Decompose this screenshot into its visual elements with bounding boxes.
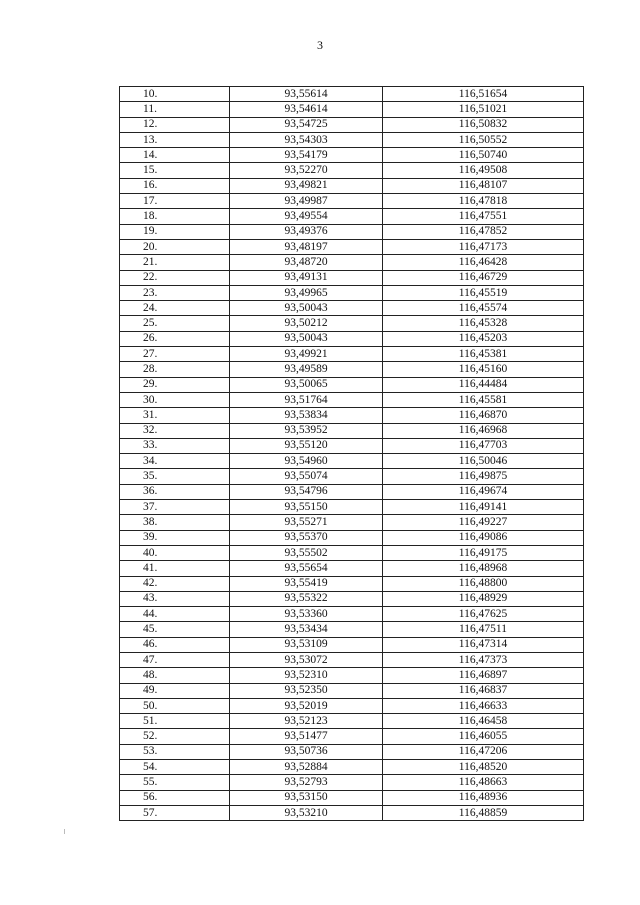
coordinate-x-cell: 93,55271 bbox=[230, 515, 383, 530]
coordinate-y-cell: 116,48968 bbox=[383, 561, 584, 576]
table-row bbox=[120, 117, 584, 132]
coordinate-x-cell: 93,49131 bbox=[230, 270, 383, 285]
coordinate-y-cell: 116,45203 bbox=[383, 331, 584, 346]
coordinate-y-cell: 116,49175 bbox=[383, 545, 584, 560]
table-row bbox=[120, 515, 584, 530]
coordinate-x-cell: 93,52310 bbox=[230, 668, 383, 683]
coordinate-x-cell: 93,48720 bbox=[230, 255, 383, 270]
table-row bbox=[120, 239, 584, 254]
table-row bbox=[120, 668, 584, 683]
coordinate-x-cell: 93,54179 bbox=[230, 148, 383, 163]
coordinate-x-cell: 93,53210 bbox=[230, 805, 383, 820]
coordinate-y-cell: 116,49508 bbox=[383, 163, 584, 178]
table-row bbox=[120, 438, 584, 453]
coordinate-y-cell: 116,47625 bbox=[383, 607, 584, 622]
coordinate-x-cell: 93,50736 bbox=[230, 744, 383, 759]
table-row bbox=[120, 576, 584, 591]
margin-mark bbox=[64, 829, 65, 834]
table-row bbox=[120, 561, 584, 576]
point-number-cell: 24. bbox=[120, 301, 230, 316]
coordinate-x-cell: 93,53150 bbox=[230, 790, 383, 805]
point-number-cell: 57. bbox=[120, 805, 230, 820]
coordinate-y-cell: 116,46633 bbox=[383, 698, 584, 713]
coordinate-y-cell: 116,45328 bbox=[383, 316, 584, 331]
table-row bbox=[120, 194, 584, 209]
table-row bbox=[120, 454, 584, 469]
coordinate-y-cell: 116,45574 bbox=[383, 301, 584, 316]
point-number-cell: 47. bbox=[120, 652, 230, 667]
coordinate-y-cell: 116,45581 bbox=[383, 392, 584, 407]
coordinate-x-cell: 93,52350 bbox=[230, 683, 383, 698]
coordinate-y-cell: 116,47373 bbox=[383, 652, 584, 667]
point-number-cell: 41. bbox=[120, 561, 230, 576]
coordinate-y-cell: 116,46897 bbox=[383, 668, 584, 683]
coordinate-y-cell: 116,49674 bbox=[383, 484, 584, 499]
point-number-cell: 26. bbox=[120, 331, 230, 346]
coordinate-y-cell: 116,48859 bbox=[383, 805, 584, 820]
coordinate-x-cell: 93,49589 bbox=[230, 362, 383, 377]
point-number-cell: 50. bbox=[120, 698, 230, 713]
coordinate-y-cell: 116,47818 bbox=[383, 194, 584, 209]
table-row bbox=[120, 591, 584, 606]
table-row bbox=[120, 760, 584, 775]
point-number-cell: 11. bbox=[120, 102, 230, 117]
coordinate-x-cell: 93,52270 bbox=[230, 163, 383, 178]
coordinate-y-cell: 116,47173 bbox=[383, 239, 584, 254]
coordinate-y-cell: 116,49141 bbox=[383, 500, 584, 515]
table-row bbox=[120, 423, 584, 438]
coordinate-y-cell: 116,47551 bbox=[383, 209, 584, 224]
coordinate-y-cell: 116,47852 bbox=[383, 224, 584, 239]
table-row bbox=[120, 698, 584, 713]
coordinate-x-cell: 93,50212 bbox=[230, 316, 383, 331]
coordinate-x-cell: 93,55150 bbox=[230, 500, 383, 515]
table-row bbox=[120, 255, 584, 270]
coordinate-x-cell: 93,53952 bbox=[230, 423, 383, 438]
point-number-cell: 32. bbox=[120, 423, 230, 438]
coordinates-table bbox=[119, 86, 584, 821]
coordinate-y-cell: 116,46837 bbox=[383, 683, 584, 698]
coordinate-y-cell: 116,50832 bbox=[383, 117, 584, 132]
page-number: 3 bbox=[317, 38, 323, 52]
table-row bbox=[120, 377, 584, 392]
coordinate-y-cell: 116,48800 bbox=[383, 576, 584, 591]
point-number-cell: 34. bbox=[120, 454, 230, 469]
coordinate-x-cell: 93,55502 bbox=[230, 545, 383, 560]
table-row bbox=[120, 744, 584, 759]
coordinate-x-cell: 93,48197 bbox=[230, 239, 383, 254]
point-number-cell: 33. bbox=[120, 438, 230, 453]
table-row bbox=[120, 637, 584, 652]
table-row bbox=[120, 148, 584, 163]
coordinate-y-cell: 116,44484 bbox=[383, 377, 584, 392]
point-number-cell: 14. bbox=[120, 148, 230, 163]
table-row bbox=[120, 652, 584, 667]
coordinate-x-cell: 93,52884 bbox=[230, 760, 383, 775]
point-number-cell: 30. bbox=[120, 392, 230, 407]
point-number-cell: 44. bbox=[120, 607, 230, 622]
table-row bbox=[120, 683, 584, 698]
coordinate-x-cell: 93,52019 bbox=[230, 698, 383, 713]
table-row bbox=[120, 163, 584, 178]
point-number-cell: 45. bbox=[120, 622, 230, 637]
coordinate-x-cell: 93,55074 bbox=[230, 469, 383, 484]
coordinate-y-cell: 116,48520 bbox=[383, 760, 584, 775]
point-number-cell: 17. bbox=[120, 194, 230, 209]
coordinate-x-cell: 93,54725 bbox=[230, 117, 383, 132]
table-row bbox=[120, 545, 584, 560]
coordinates-table-body bbox=[120, 87, 584, 821]
table-row bbox=[120, 530, 584, 545]
coordinate-x-cell: 93,53072 bbox=[230, 652, 383, 667]
coordinate-x-cell: 93,55419 bbox=[230, 576, 383, 591]
coordinate-x-cell: 93,55120 bbox=[230, 438, 383, 453]
coordinate-y-cell: 116,48929 bbox=[383, 591, 584, 606]
table-row bbox=[120, 469, 584, 484]
coordinate-x-cell: 93,50043 bbox=[230, 301, 383, 316]
point-number-cell: 31. bbox=[120, 408, 230, 423]
coordinate-x-cell: 93,53109 bbox=[230, 637, 383, 652]
point-number-cell: 55. bbox=[120, 775, 230, 790]
coordinate-y-cell: 116,47703 bbox=[383, 438, 584, 453]
point-number-cell: 40. bbox=[120, 545, 230, 560]
table-row bbox=[120, 805, 584, 820]
coordinate-x-cell: 93,49965 bbox=[230, 285, 383, 300]
coordinate-x-cell: 93,51477 bbox=[230, 729, 383, 744]
coordinate-x-cell: 93,51764 bbox=[230, 392, 383, 407]
coordinate-x-cell: 93,53834 bbox=[230, 408, 383, 423]
coordinate-y-cell: 116,51021 bbox=[383, 102, 584, 117]
coordinate-y-cell: 116,50046 bbox=[383, 454, 584, 469]
coordinate-y-cell: 116,47511 bbox=[383, 622, 584, 637]
point-number-cell: 52. bbox=[120, 729, 230, 744]
coordinate-x-cell: 93,54796 bbox=[230, 484, 383, 499]
table-row bbox=[120, 500, 584, 515]
table-row bbox=[120, 132, 584, 147]
table-row bbox=[120, 714, 584, 729]
point-number-cell: 42. bbox=[120, 576, 230, 591]
coordinate-x-cell: 93,55654 bbox=[230, 561, 383, 576]
coordinate-y-cell: 116,46870 bbox=[383, 408, 584, 423]
table-row bbox=[120, 209, 584, 224]
table-row bbox=[120, 622, 584, 637]
coordinate-y-cell: 116,45519 bbox=[383, 285, 584, 300]
coordinate-x-cell: 93,54303 bbox=[230, 132, 383, 147]
table-row bbox=[120, 87, 584, 102]
point-number-cell: 51. bbox=[120, 714, 230, 729]
point-number-cell: 35. bbox=[120, 469, 230, 484]
coordinate-y-cell: 116,46458 bbox=[383, 714, 584, 729]
coordinate-y-cell: 116,46968 bbox=[383, 423, 584, 438]
point-number-cell: 22. bbox=[120, 270, 230, 285]
coordinate-y-cell: 116,50740 bbox=[383, 148, 584, 163]
coordinate-x-cell: 93,53360 bbox=[230, 607, 383, 622]
coordinate-x-cell: 93,53434 bbox=[230, 622, 383, 637]
table-row bbox=[120, 178, 584, 193]
point-number-cell: 54. bbox=[120, 760, 230, 775]
point-number-cell: 28. bbox=[120, 362, 230, 377]
coordinate-y-cell: 116,46428 bbox=[383, 255, 584, 270]
coordinate-x-cell: 93,55322 bbox=[230, 591, 383, 606]
coordinate-x-cell: 93,50065 bbox=[230, 377, 383, 392]
point-number-cell: 19. bbox=[120, 224, 230, 239]
table-row bbox=[120, 301, 584, 316]
point-number-cell: 39. bbox=[120, 530, 230, 545]
table-row bbox=[120, 392, 584, 407]
coordinate-y-cell: 116,49227 bbox=[383, 515, 584, 530]
point-number-cell: 48. bbox=[120, 668, 230, 683]
point-number-cell: 21. bbox=[120, 255, 230, 270]
coordinate-x-cell: 93,49921 bbox=[230, 347, 383, 362]
coordinate-x-cell: 93,50043 bbox=[230, 331, 383, 346]
coordinate-x-cell: 93,52123 bbox=[230, 714, 383, 729]
table-row bbox=[120, 316, 584, 331]
table-row bbox=[120, 484, 584, 499]
point-number-cell: 27. bbox=[120, 347, 230, 362]
coordinate-y-cell: 116,49086 bbox=[383, 530, 584, 545]
table-row bbox=[120, 790, 584, 805]
point-number-cell: 13. bbox=[120, 132, 230, 147]
point-number-cell: 18. bbox=[120, 209, 230, 224]
point-number-cell: 15. bbox=[120, 163, 230, 178]
point-number-cell: 29. bbox=[120, 377, 230, 392]
point-number-cell: 53. bbox=[120, 744, 230, 759]
table-row bbox=[120, 729, 584, 744]
coordinate-x-cell: 93,55614 bbox=[230, 87, 383, 102]
point-number-cell: 37. bbox=[120, 500, 230, 515]
table-row bbox=[120, 362, 584, 377]
point-number-cell: 38. bbox=[120, 515, 230, 530]
coordinate-x-cell: 93,54614 bbox=[230, 102, 383, 117]
coordinate-x-cell: 93,49376 bbox=[230, 224, 383, 239]
point-number-cell: 46. bbox=[120, 637, 230, 652]
table-row bbox=[120, 285, 584, 300]
coordinate-y-cell: 116,48107 bbox=[383, 178, 584, 193]
coordinate-x-cell: 93,49554 bbox=[230, 209, 383, 224]
table-row bbox=[120, 270, 584, 285]
coordinate-y-cell: 116,50552 bbox=[383, 132, 584, 147]
point-number-cell: 23. bbox=[120, 285, 230, 300]
table-row bbox=[120, 224, 584, 239]
table-row bbox=[120, 775, 584, 790]
table-row bbox=[120, 347, 584, 362]
coordinate-x-cell: 93,49821 bbox=[230, 178, 383, 193]
coordinate-y-cell: 116,47314 bbox=[383, 637, 584, 652]
point-number-cell: 12. bbox=[120, 117, 230, 132]
table-row bbox=[120, 607, 584, 622]
coordinate-y-cell: 116,45381 bbox=[383, 347, 584, 362]
coordinate-y-cell: 116,46055 bbox=[383, 729, 584, 744]
table-row bbox=[120, 331, 584, 346]
point-number-cell: 25. bbox=[120, 316, 230, 331]
point-number-cell: 20. bbox=[120, 239, 230, 254]
coordinate-y-cell: 116,48936 bbox=[383, 790, 584, 805]
point-number-cell: 36. bbox=[120, 484, 230, 499]
table-row bbox=[120, 102, 584, 117]
coordinate-x-cell: 93,52793 bbox=[230, 775, 383, 790]
coordinate-y-cell: 116,47206 bbox=[383, 744, 584, 759]
table-row bbox=[120, 408, 584, 423]
coordinate-y-cell: 116,49875 bbox=[383, 469, 584, 484]
coordinate-y-cell: 116,48663 bbox=[383, 775, 584, 790]
point-number-cell: 49. bbox=[120, 683, 230, 698]
coordinate-y-cell: 116,51654 bbox=[383, 87, 584, 102]
point-number-cell: 56. bbox=[120, 790, 230, 805]
coordinate-x-cell: 93,54960 bbox=[230, 454, 383, 469]
coordinate-x-cell: 93,55370 bbox=[230, 530, 383, 545]
point-number-cell: 43. bbox=[120, 591, 230, 606]
coordinate-x-cell: 93,49987 bbox=[230, 194, 383, 209]
coordinate-y-cell: 116,46729 bbox=[383, 270, 584, 285]
coordinate-y-cell: 116,45160 bbox=[383, 362, 584, 377]
point-number-cell: 16. bbox=[120, 178, 230, 193]
point-number-cell: 10. bbox=[120, 87, 230, 102]
